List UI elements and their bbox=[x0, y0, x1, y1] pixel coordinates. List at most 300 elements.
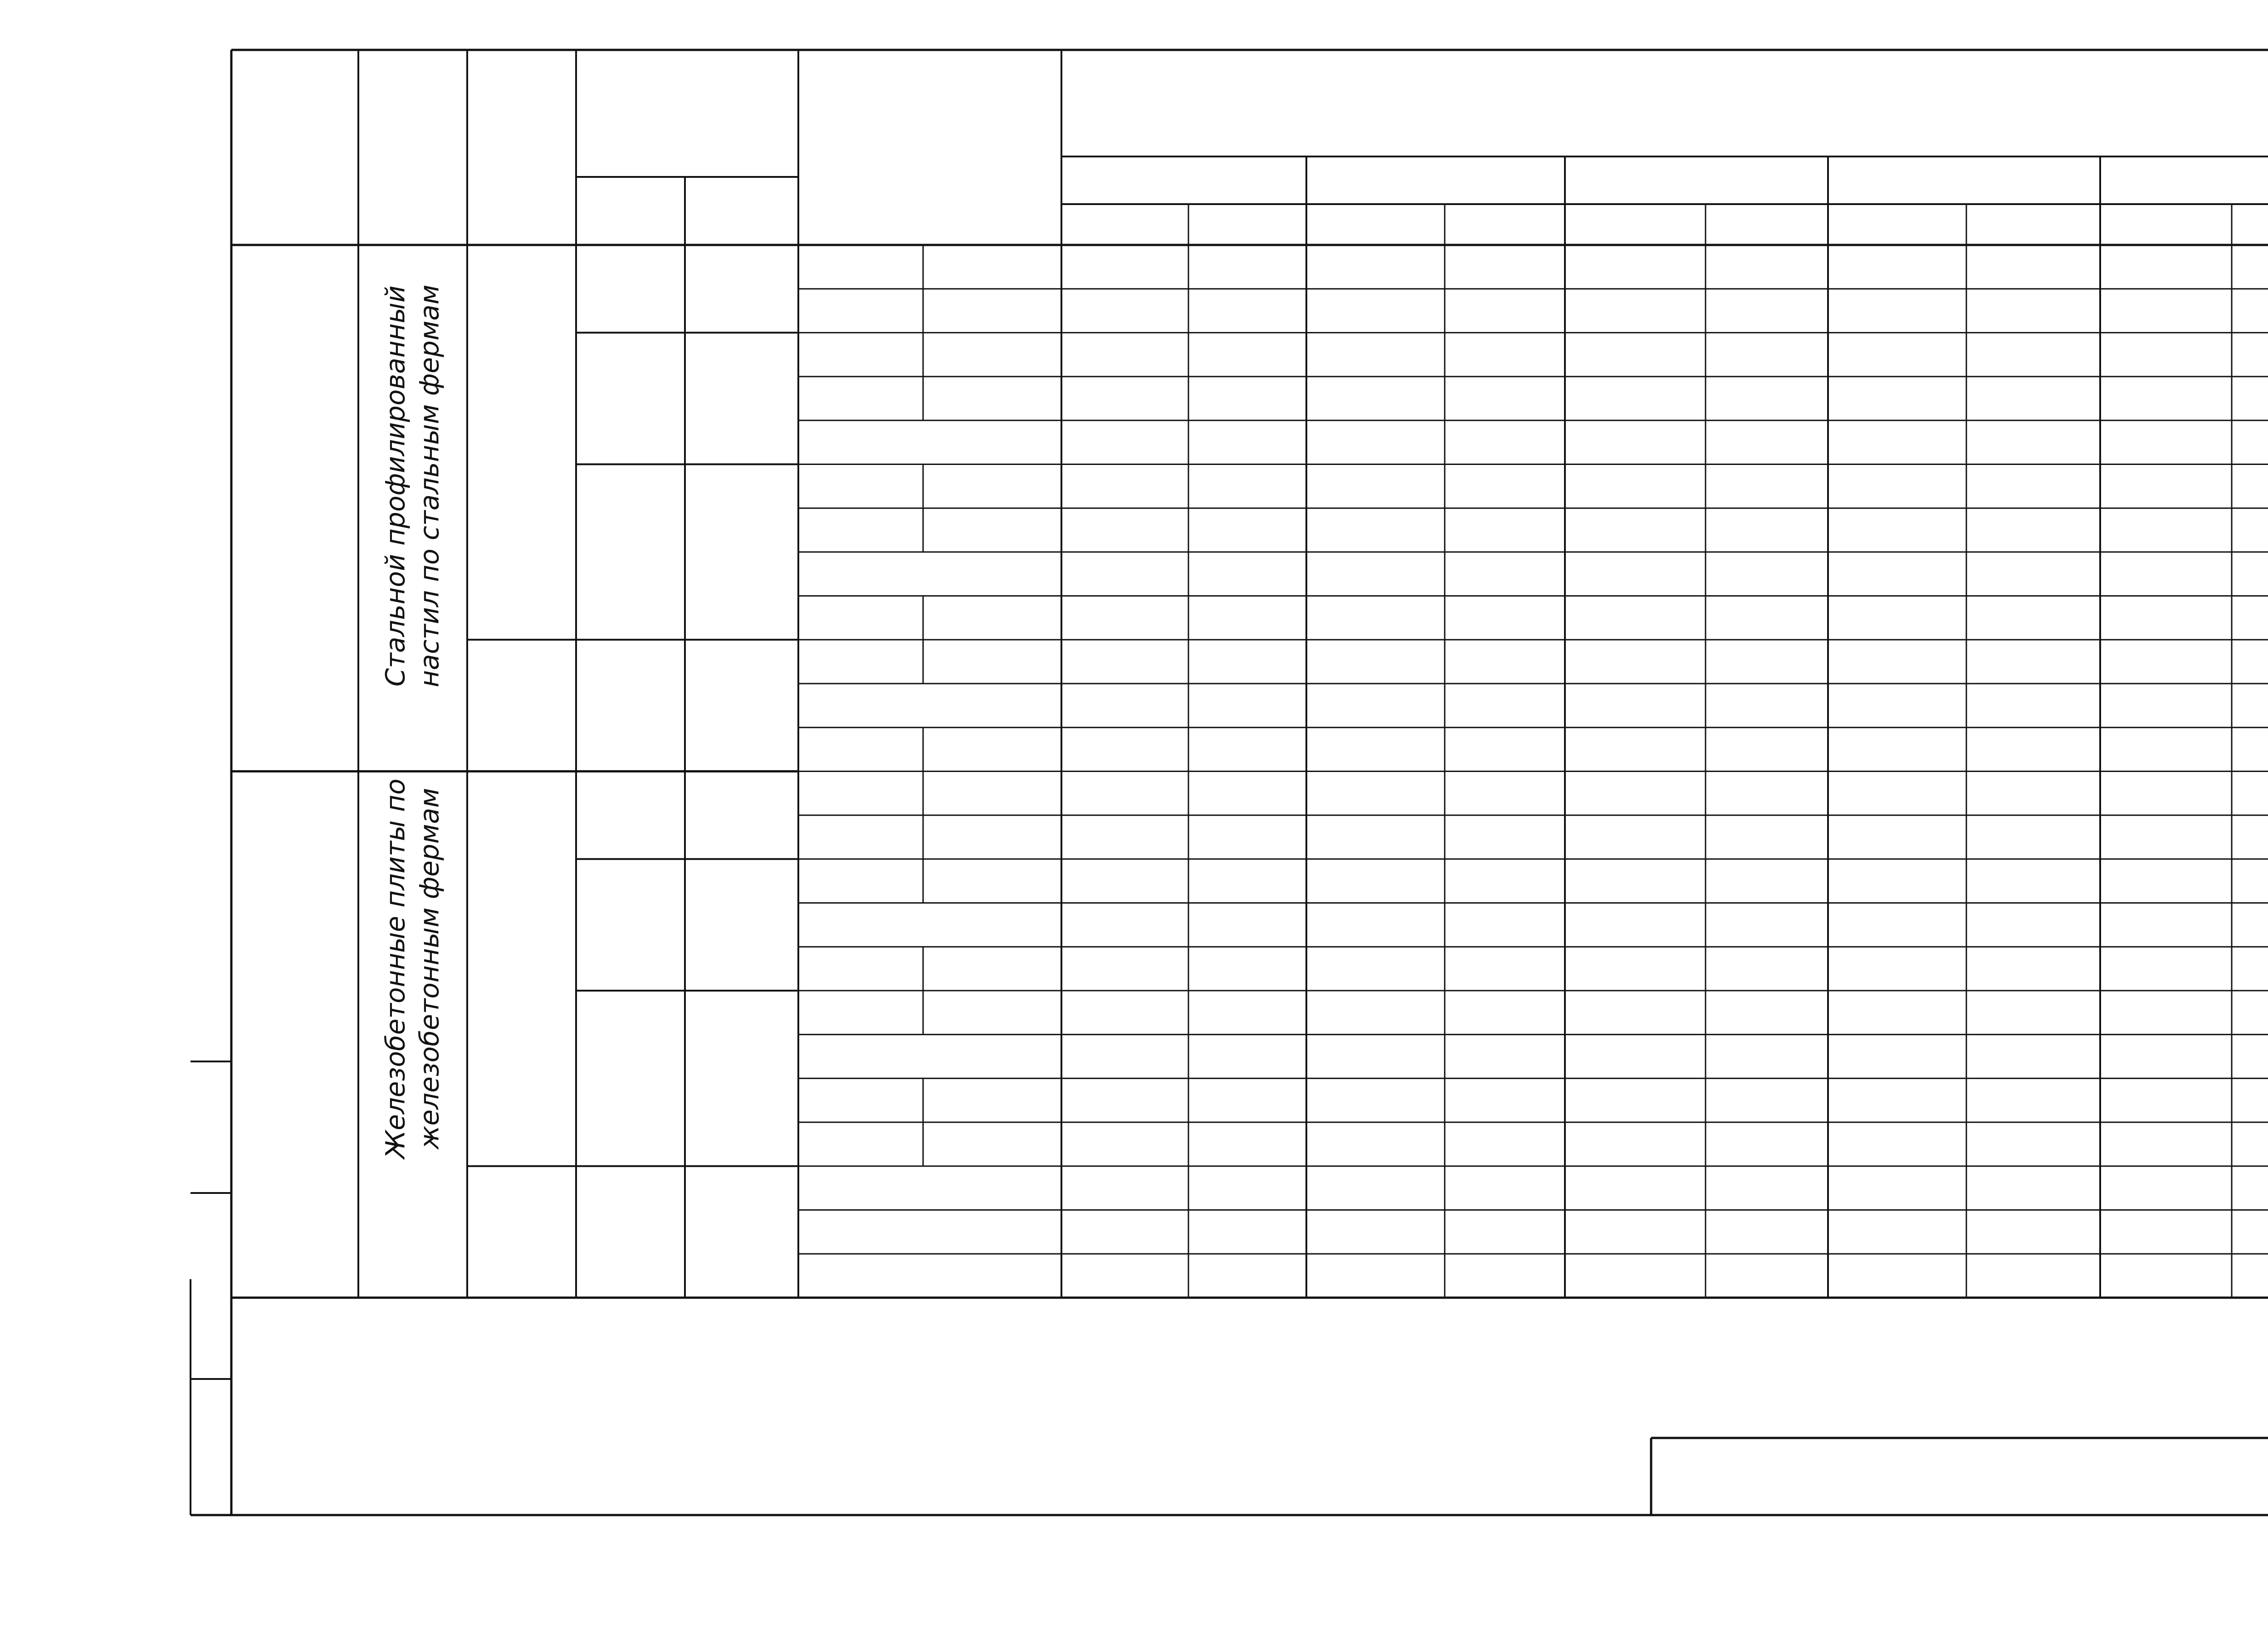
load-value-cell bbox=[1966, 947, 2100, 991]
row-side-label bbox=[923, 640, 1061, 684]
load-value-cell bbox=[1188, 640, 1306, 684]
load-value-cell bbox=[1445, 464, 1565, 508]
step-outer-value bbox=[576, 464, 685, 596]
load-value-cell bbox=[1565, 289, 1706, 333]
row-type-label bbox=[798, 684, 1061, 728]
row-type-label bbox=[798, 552, 1061, 596]
load-value-cell bbox=[1445, 289, 1565, 333]
header-column-row bbox=[798, 50, 1061, 245]
load-value-cell bbox=[1306, 684, 1445, 728]
load-value-cell bbox=[1828, 289, 1966, 333]
load-value-cell bbox=[1966, 289, 2100, 333]
row-side-label bbox=[923, 332, 1061, 376]
load-value-cell bbox=[2232, 332, 2268, 376]
load-value-cell bbox=[2100, 728, 2232, 772]
row-type-label bbox=[798, 464, 923, 552]
load-value-cell bbox=[1966, 991, 2100, 1035]
load-value-cell bbox=[1188, 376, 1306, 420]
load-value-cell bbox=[1061, 640, 1188, 684]
load-value-cell bbox=[1445, 815, 1565, 859]
load-value-cell bbox=[1188, 815, 1306, 859]
load-value-cell bbox=[1565, 1078, 1706, 1122]
header-panel-length bbox=[467, 50, 576, 245]
load-value-cell bbox=[1565, 596, 1706, 640]
load-value-cell bbox=[2100, 332, 2232, 376]
step-middle-value bbox=[685, 728, 798, 815]
load-value-cell bbox=[2100, 1166, 2232, 1210]
load-value-cell bbox=[1966, 464, 2100, 508]
load-value-cell bbox=[1706, 464, 1828, 508]
load-value-cell bbox=[1706, 903, 1828, 947]
load-value-cell bbox=[1706, 859, 1828, 903]
load-value-cell bbox=[1706, 420, 1828, 464]
row-type-label bbox=[798, 947, 923, 1034]
load-value-cell bbox=[1306, 991, 1445, 1035]
load-value-cell bbox=[1828, 903, 1966, 947]
load-value-cell bbox=[1706, 1122, 1828, 1166]
load-value-cell bbox=[1828, 508, 1966, 552]
load-value-cell bbox=[1565, 903, 1706, 947]
load-value-cell bbox=[1188, 728, 1306, 772]
load-value-cell bbox=[1306, 464, 1445, 508]
row-side-label bbox=[923, 464, 1061, 508]
step-outer-value bbox=[576, 815, 685, 947]
load-value-cell bbox=[1445, 728, 1565, 772]
load-value-cell bbox=[2232, 991, 2268, 1035]
load-value-cell bbox=[2232, 1035, 2268, 1079]
load-value-cell bbox=[2100, 552, 2232, 596]
header-span-count bbox=[1565, 156, 1828, 204]
load-value-cell bbox=[1966, 332, 2100, 376]
load-value-cell bbox=[1188, 771, 1306, 815]
document-code bbox=[1651, 1463, 2268, 1515]
load-value-cell bbox=[1061, 684, 1188, 728]
load-value-cell bbox=[1188, 947, 1306, 991]
load-value-cell bbox=[1306, 289, 1445, 333]
load-value-cell bbox=[1966, 771, 2100, 815]
load-value-cell bbox=[1306, 1166, 1445, 1210]
load-value-cell bbox=[1966, 684, 2100, 728]
row-side-label bbox=[923, 815, 1061, 859]
load-value-cell bbox=[1828, 420, 1966, 464]
step-middle-value bbox=[685, 245, 798, 332]
load-value-cell bbox=[2100, 815, 2232, 859]
row-side-label bbox=[923, 596, 1061, 640]
load-value-cell bbox=[1565, 859, 1706, 903]
row-side-label bbox=[923, 1122, 1061, 1166]
load-value-cell bbox=[1061, 464, 1188, 508]
load-value-cell bbox=[1061, 1166, 1188, 1210]
load-value-cell bbox=[2100, 376, 2232, 420]
load-value-cell bbox=[1565, 947, 1706, 991]
load-value-cell bbox=[1706, 289, 1828, 333]
step-outer-value bbox=[576, 245, 685, 332]
header-floor-height bbox=[231, 50, 358, 245]
row-type-label bbox=[798, 596, 923, 684]
row-type-label bbox=[798, 245, 923, 332]
load-value-cell bbox=[1445, 859, 1565, 903]
load-value-cell bbox=[1828, 464, 1966, 508]
load-value-cell bbox=[1445, 947, 1565, 991]
load-value-cell bbox=[1445, 903, 1565, 947]
load-value-cell bbox=[1061, 991, 1188, 1035]
panel-length-value bbox=[467, 1078, 576, 1210]
load-value-cell bbox=[2232, 596, 2268, 640]
load-value-cell bbox=[1306, 376, 1445, 420]
load-value-cell bbox=[1061, 596, 1188, 640]
load-value-cell bbox=[2100, 1035, 2232, 1079]
row-side-label bbox=[923, 859, 1061, 903]
row-side-label bbox=[923, 771, 1061, 815]
load-value-cell bbox=[2232, 420, 2268, 464]
load-value-cell bbox=[1306, 332, 1445, 376]
load-value-cell bbox=[1445, 332, 1565, 376]
load-value-cell bbox=[2232, 903, 2268, 947]
load-value-cell bbox=[1061, 815, 1188, 859]
load-value-cell bbox=[1565, 508, 1706, 552]
row-side-label bbox=[923, 245, 1061, 289]
load-value-cell bbox=[2232, 464, 2268, 508]
load-value-cell bbox=[1565, 815, 1706, 859]
step-outer-value bbox=[576, 947, 685, 1078]
load-value-cell bbox=[1188, 245, 1306, 289]
load-value-cell bbox=[1188, 420, 1306, 464]
load-value-cell bbox=[1061, 245, 1188, 289]
load-value-cell bbox=[2232, 552, 2268, 596]
load-value-cell bbox=[1966, 1122, 2100, 1166]
panel-length-value bbox=[467, 728, 576, 1079]
load-value-cell bbox=[2100, 464, 2232, 508]
load-value-cell bbox=[2100, 1122, 2232, 1166]
step-middle-value bbox=[685, 464, 798, 596]
load-value-cell bbox=[1828, 815, 1966, 859]
load-value-cell bbox=[1706, 947, 1828, 991]
load-value-cell bbox=[1565, 991, 1706, 1035]
header-span-count bbox=[2100, 156, 2268, 204]
header-unit-label bbox=[1188, 204, 1306, 245]
load-value-cell bbox=[1306, 640, 1445, 684]
load-value-cell bbox=[1306, 947, 1445, 991]
load-value-cell bbox=[2100, 420, 2232, 464]
header-unit-label bbox=[1828, 204, 1966, 245]
load-value-cell bbox=[2232, 1078, 2268, 1122]
load-value-cell bbox=[1445, 508, 1565, 552]
load-value-cell bbox=[1445, 596, 1565, 640]
load-value-cell bbox=[1565, 552, 1706, 596]
step-middle-value bbox=[685, 947, 798, 1078]
load-value-cell bbox=[1061, 376, 1188, 420]
cover-type-vertical bbox=[358, 728, 467, 1210]
floor-height-value bbox=[231, 245, 358, 728]
load-value-cell bbox=[1445, 1166, 1565, 1210]
load-value-cell bbox=[2100, 859, 2232, 903]
step-outer-value bbox=[576, 728, 685, 815]
load-value-cell bbox=[1828, 947, 1966, 991]
load-value-cell bbox=[1061, 1035, 1188, 1079]
step-middle-value bbox=[685, 596, 798, 728]
load-value-cell bbox=[1445, 245, 1565, 289]
load-value-cell bbox=[1061, 420, 1188, 464]
load-value-cell bbox=[2232, 1166, 2268, 1210]
load-value-cell bbox=[2232, 1122, 2268, 1166]
load-value-cell bbox=[1966, 376, 2100, 420]
load-value-cell bbox=[1306, 815, 1445, 859]
load-value-cell bbox=[1445, 1122, 1565, 1166]
load-value-cell bbox=[1188, 903, 1306, 947]
row-side-label bbox=[923, 947, 1061, 991]
load-value-cell bbox=[2100, 245, 2232, 289]
load-value-cell bbox=[1828, 332, 1966, 376]
load-value-cell bbox=[2100, 991, 2232, 1035]
load-value-cell bbox=[1306, 1078, 1445, 1122]
floor-height-value bbox=[231, 728, 358, 1210]
step-middle-value bbox=[685, 1078, 798, 1210]
load-value-cell bbox=[1445, 1035, 1565, 1079]
cover-type-line: железобетонным фермам bbox=[414, 788, 445, 1149]
load-value-cell bbox=[1565, 376, 1706, 420]
load-value-cell bbox=[1706, 1078, 1828, 1122]
load-value-cell bbox=[1565, 1035, 1706, 1079]
load-value-cell bbox=[1828, 1035, 1966, 1079]
cover-type-line: настил по стальным фермам bbox=[414, 284, 445, 688]
header-span-count bbox=[1828, 156, 2100, 204]
load-value-cell bbox=[1061, 332, 1188, 376]
load-value-cell bbox=[1565, 464, 1706, 508]
header-unit-label bbox=[1565, 204, 1706, 245]
load-value-cell bbox=[1565, 728, 1706, 772]
load-value-cell bbox=[1445, 552, 1565, 596]
load-value-cell bbox=[1188, 508, 1306, 552]
load-value-cell bbox=[1828, 640, 1966, 684]
load-value-cell bbox=[1188, 552, 1306, 596]
load-value-cell bbox=[2232, 289, 2268, 333]
load-value-cell bbox=[1306, 552, 1445, 596]
load-value-cell bbox=[1828, 859, 1966, 903]
step-middle-value bbox=[685, 815, 798, 947]
load-value-cell bbox=[1188, 1035, 1306, 1079]
load-value-cell bbox=[1966, 420, 2100, 464]
load-value-cell bbox=[2100, 903, 2232, 947]
load-value-cell bbox=[1565, 771, 1706, 815]
load-value-cell bbox=[1966, 1035, 2100, 1079]
row-type-label bbox=[798, 1166, 1061, 1210]
load-value-cell bbox=[1966, 245, 2100, 289]
load-value-cell bbox=[1306, 420, 1445, 464]
load-value-cell bbox=[1565, 332, 1706, 376]
load-value-cell bbox=[1828, 552, 1966, 596]
cover-type-line: Железобетонные плиты по bbox=[380, 778, 411, 1159]
load-value-cell bbox=[1188, 332, 1306, 376]
load-value-cell bbox=[1565, 640, 1706, 684]
load-value-cell bbox=[1445, 991, 1565, 1035]
load-value-cell bbox=[1306, 508, 1445, 552]
load-value-cell bbox=[1061, 859, 1188, 903]
load-value-cell bbox=[1828, 1122, 1966, 1166]
row-side-label bbox=[923, 289, 1061, 333]
load-value-cell bbox=[2100, 289, 2232, 333]
load-value-cell bbox=[2232, 376, 2268, 420]
row-type-label bbox=[798, 1035, 1061, 1079]
load-value-cell bbox=[1706, 508, 1828, 552]
load-value-cell bbox=[1706, 771, 1828, 815]
load-value-cell bbox=[1966, 728, 2100, 772]
row-type-label bbox=[798, 728, 923, 815]
load-value-cell bbox=[2100, 1078, 2232, 1122]
load-value-cell bbox=[2232, 684, 2268, 728]
row-type-label bbox=[798, 903, 1061, 947]
load-value-cell bbox=[1706, 640, 1828, 684]
load-value-cell bbox=[1706, 1166, 1828, 1210]
load-value-cell bbox=[2232, 728, 2268, 772]
load-value-cell bbox=[1306, 596, 1445, 640]
load-value-cell bbox=[1061, 728, 1188, 772]
row-type-label bbox=[798, 332, 923, 420]
load-value-cell bbox=[1706, 376, 1828, 420]
load-value-cell bbox=[1706, 245, 1828, 289]
load-value-cell bbox=[1061, 289, 1188, 333]
row-side-label bbox=[923, 991, 1061, 1035]
load-value-cell bbox=[1706, 815, 1828, 859]
load-value-cell bbox=[1706, 332, 1828, 376]
header-unit-label bbox=[1306, 204, 1445, 245]
load-value-cell bbox=[1706, 1035, 1828, 1079]
cover-type-line: Стальной профилированный bbox=[380, 285, 411, 687]
load-value-cell bbox=[1445, 1078, 1565, 1122]
load-value-cell bbox=[2100, 596, 2232, 640]
load-value-cell bbox=[1445, 771, 1565, 815]
archive-number bbox=[1996, 1517, 2268, 1556]
load-value-cell bbox=[2232, 771, 2268, 815]
panel-length-value bbox=[467, 596, 576, 728]
load-value-cell bbox=[1061, 771, 1188, 815]
row-type-label bbox=[798, 1078, 923, 1166]
load-value-cell bbox=[1828, 376, 1966, 420]
load-value-cell bbox=[1565, 245, 1706, 289]
header-step-outer bbox=[576, 177, 685, 245]
load-value-cell bbox=[1828, 771, 1966, 815]
header-unit-label bbox=[2232, 204, 2268, 245]
row-type-label bbox=[798, 420, 1061, 464]
load-value-cell bbox=[1966, 1166, 2100, 1210]
load-value-cell bbox=[1061, 1122, 1188, 1166]
load-value-cell bbox=[1565, 684, 1706, 728]
header-unit-label bbox=[1706, 204, 1828, 245]
step-outer-value bbox=[576, 1078, 685, 1210]
load-value-cell bbox=[1966, 508, 2100, 552]
load-value-cell bbox=[2232, 245, 2268, 289]
load-value-cell bbox=[2232, 947, 2268, 991]
header-span-count bbox=[1061, 156, 1306, 204]
load-value-cell bbox=[1188, 1166, 1306, 1210]
load-value-cell bbox=[1445, 420, 1565, 464]
load-value-cell bbox=[1966, 596, 2100, 640]
load-value-cell bbox=[2100, 771, 2232, 815]
load-value-cell bbox=[1828, 684, 1966, 728]
load-value-cell bbox=[2232, 508, 2268, 552]
header-loads-title bbox=[1080, 50, 2268, 156]
load-value-cell bbox=[1061, 947, 1188, 991]
step-outer-value bbox=[576, 332, 685, 464]
row-side-label bbox=[923, 1078, 1061, 1122]
load-value-cell bbox=[1966, 903, 2100, 947]
load-value-cell bbox=[1828, 1166, 1966, 1210]
load-value-cell bbox=[2100, 684, 2232, 728]
load-value-cell bbox=[1306, 728, 1445, 772]
load-value-cell bbox=[1445, 640, 1565, 684]
header-unit-label bbox=[2100, 204, 2232, 245]
load-value-cell bbox=[1706, 991, 1828, 1035]
load-value-cell bbox=[1828, 1078, 1966, 1122]
load-value-cell bbox=[1445, 684, 1565, 728]
load-value-cell bbox=[1966, 815, 2100, 859]
load-value-cell bbox=[1306, 903, 1445, 947]
cover-type-vertical bbox=[358, 245, 467, 728]
load-value-cell bbox=[1061, 552, 1188, 596]
row-side-label bbox=[923, 508, 1061, 552]
panel-length-value bbox=[467, 245, 576, 596]
load-value-cell bbox=[1828, 728, 1966, 772]
load-value-cell bbox=[2100, 947, 2232, 991]
row-type-label bbox=[798, 815, 923, 903]
load-value-cell bbox=[1565, 420, 1706, 464]
load-value-cell bbox=[1828, 991, 1966, 1035]
load-value-cell bbox=[1061, 508, 1188, 552]
load-value-cell bbox=[1061, 903, 1188, 947]
row-side-label bbox=[923, 376, 1061, 420]
load-value-cell bbox=[1061, 1078, 1188, 1122]
load-value-cell bbox=[1706, 552, 1828, 596]
header-unit-label bbox=[1061, 204, 1188, 245]
load-value-cell bbox=[1565, 1166, 1706, 1210]
load-value-cell bbox=[2100, 508, 2232, 552]
load-value-cell bbox=[2100, 640, 2232, 684]
load-value-cell bbox=[1188, 289, 1306, 333]
header-unit-label bbox=[1445, 204, 1565, 245]
load-value-cell bbox=[1966, 859, 2100, 903]
load-value-cell bbox=[1306, 245, 1445, 289]
load-value-cell bbox=[1828, 596, 1966, 640]
header-span-count bbox=[1306, 156, 1565, 204]
header-cover-type bbox=[358, 50, 467, 245]
header-column-step bbox=[576, 50, 798, 177]
load-value-cell bbox=[1188, 464, 1306, 508]
load-value-cell bbox=[2232, 640, 2268, 684]
load-value-cell bbox=[1966, 640, 2100, 684]
step-outer-value bbox=[576, 596, 685, 728]
load-value-cell bbox=[1306, 771, 1445, 815]
load-value-cell bbox=[1306, 1122, 1445, 1166]
load-value-cell bbox=[1188, 684, 1306, 728]
load-value-cell bbox=[1966, 552, 2100, 596]
load-value-cell bbox=[2232, 859, 2268, 903]
header-step-middle bbox=[685, 177, 798, 245]
load-value-cell bbox=[1828, 245, 1966, 289]
load-value-cell bbox=[1188, 596, 1306, 640]
load-value-cell bbox=[1188, 859, 1306, 903]
load-value-cell bbox=[2232, 815, 2268, 859]
load-value-cell bbox=[1445, 376, 1565, 420]
row-side-label bbox=[923, 728, 1061, 772]
load-value-cell bbox=[1188, 1078, 1306, 1122]
load-value-cell bbox=[1966, 1078, 2100, 1122]
load-value-cell bbox=[1306, 859, 1445, 903]
load-value-cell bbox=[1706, 728, 1828, 772]
load-value-cell bbox=[1188, 1122, 1306, 1166]
load-value-cell bbox=[1565, 1122, 1706, 1166]
load-value-cell bbox=[1306, 1035, 1445, 1079]
load-value-cell bbox=[1706, 596, 1828, 640]
load-value-cell bbox=[1706, 684, 1828, 728]
